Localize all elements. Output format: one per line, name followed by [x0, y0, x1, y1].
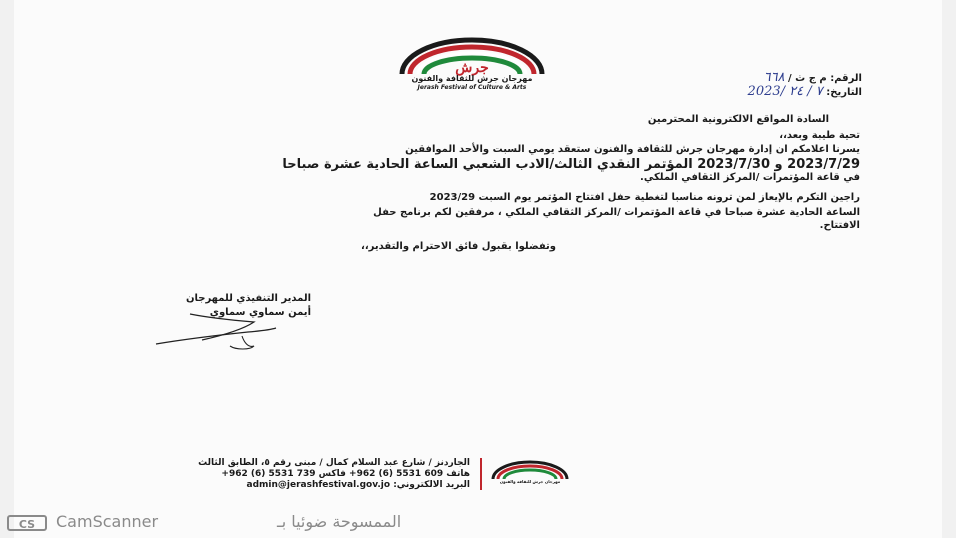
logo-emblem-text: جرش — [455, 60, 489, 76]
footer-email: admin@jerashfestival.gov.jo — [246, 480, 391, 490]
paragraph-2-line-3: الافتتاح. — [819, 220, 860, 231]
scan-edge-left — [0, 0, 14, 538]
paragraph-2-line-1: راجين التكرم بالإيعاز لمن ترونه مناسبا لتغطية حفل افتتاح المؤتمر يوم السبت 2023/29 — [429, 192, 860, 203]
logo-arabic-name: مهرجان جرش للثقافة والفنون — [411, 74, 533, 83]
closing: وتفضلوا بقبول فائق الاحترام والتقدير،، — [361, 241, 556, 252]
camscanner-badge-icon: CS — [7, 515, 47, 531]
footer-contact — [198, 458, 470, 491]
letter-footer — [66, 458, 586, 492]
paragraph-2-line-2: الساعة الحادية عشرة صباحا في قاعة المؤتمرات /المركز الثقافي الملكي ، مرفقين لكم برنامج حفل — [373, 207, 860, 218]
footer-logo — [490, 460, 570, 490]
addressee: السادة المواقع الالكترونية المحترمين — [647, 114, 829, 125]
reference-number — [748, 71, 862, 85]
reference-number-value: ٦٦٨ — [763, 70, 785, 85]
paragraph-1-line-1: يسرنا اعلامكم ان إدارة مهرجان جرش للثقافة والفنون ستعقد يومي السبت والأحد الموافقين — [405, 144, 860, 155]
footer-address: الجاردنز / شارع عبد السلام كمال / مبنى رقم ٥، الطابق الثالث — [198, 458, 470, 468]
reference-date-value: ٧ / ٢٤ /2023 — [747, 84, 823, 99]
festival-logo — [398, 34, 546, 92]
signer-name: أيمن سماوي سماوي — [209, 307, 311, 318]
reference-date-label: التاريخ: — [826, 87, 862, 98]
greeting: تحية طيبة وبعد،، — [779, 130, 860, 141]
reference-block — [748, 71, 862, 99]
footer-arch-icon — [490, 460, 570, 480]
reference-number-label: الرقم: م ج ث / — [788, 73, 862, 84]
footer-email-label: البريد الالكتروني: — [393, 480, 470, 490]
camscanner-name: CamScanner — [56, 512, 159, 531]
footer-phone-fax: هاتف 609 5531 (6) 962+ فاكس 739 5531 (6) 962+ — [221, 469, 470, 479]
footer-divider — [480, 458, 482, 490]
footer-email-line — [198, 480, 470, 491]
paragraph-1-line-3: في قاعة المؤتمرات /المركز الثقافي الملكي. — [640, 172, 860, 183]
reference-date — [748, 85, 862, 99]
camscanner-arabic: الممسوحة ضوئيا بـ — [277, 512, 402, 531]
logo-english-name: Jerash Festival of Culture & Arts — [417, 84, 527, 91]
handwritten-signature — [150, 306, 280, 352]
camscanner-watermark — [7, 512, 527, 534]
scan-edge-right — [942, 0, 956, 538]
paragraph-1-line-2: 2023/7/29 و 2023/7/30 المؤتمر النقدي الثالث/الادب الشعبي الساعة الحادية عشرة صباحا — [282, 157, 860, 172]
signer-title: المدير التنفيذي للمهرجان — [185, 293, 311, 304]
festival-arch-icon — [398, 34, 546, 76]
footer-logo-text: مهرجان جرش للثقافة والفنون — [499, 479, 561, 484]
